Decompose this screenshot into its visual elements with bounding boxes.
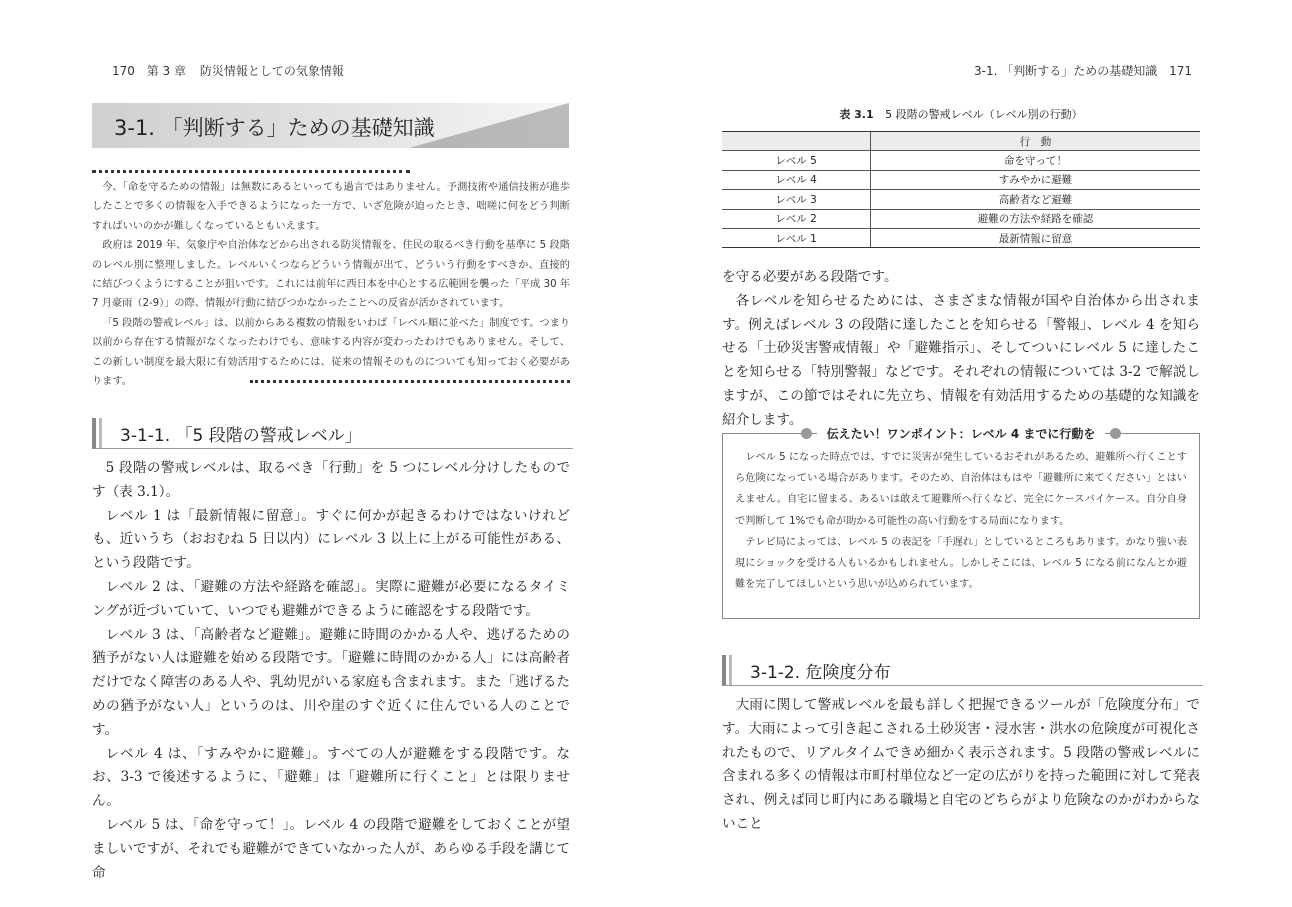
- intro-paragraph: 「5 段階の警戒レベル」は、以前からある複数の情報をいわば「レベル順に並べた」制度です。つまり以前から存在する情報がなくなったわけでも、意味する内容が変わったわけでもありません。そして、この新しい制度を最大限に有効活用するためには、従来の情報そのものについても知っておく必要があります。: [92, 317, 570, 388]
- onepoint-title: 伝えたい！ワンポイント：レベル 4 までに行動を: [817, 427, 1106, 441]
- table-cell-level: レベル 5: [722, 151, 871, 170]
- table-header-cell: 行 動: [871, 132, 1201, 151]
- page-number-right: 171: [1169, 64, 1192, 78]
- body-text-right-2: [722, 694, 1200, 837]
- body-paragraph: レベル 3 は、「高齢者など避難」。避難に時間のかかる人や、逃げるための猶予がない人は避難を始める段階です。「避難に時間のかかる人」には高齢者だけでなく障害のある人や、乳幼児がいる家庭も含まれます。また「逃げるための猶予がない人」というのは、川や崖のすぐ近くに住んでいる人のことです。: [92, 626, 570, 738]
- table-cell-action: すみやかに避難: [871, 170, 1201, 189]
- intro-box: [92, 178, 570, 391]
- section-title-banner: [92, 103, 569, 148]
- onepoint-box: [722, 427, 1200, 619]
- running-section-title: 3-1. 「判断する」ための基礎知識: [974, 64, 1158, 78]
- table-cell-level: レベル 3: [722, 190, 871, 209]
- table-cell-level: レベル 2: [722, 209, 871, 228]
- table-caption: [722, 106, 1200, 122]
- table-cell-action: 命を守って！: [871, 151, 1201, 170]
- onepoint-text: [735, 447, 1187, 595]
- table-cell-level: レベル 1: [722, 228, 871, 247]
- body-paragraph: 大雨に関して警戒レベルを最も詳しく把握できるツールが「危険度分布」です。大雨によって引き起こされる土砂災害・浸水害・洪水の危険度が可視化されたもので、リアルタイムできめ細かく表示されます。5 段階の警戒レベルに含まれる多くの情報は市町村単位など一定の広がりを持った範囲に対して発表され、例えば同じ町内にある職場と自宅のどちらがより危険なのかがわからないこと: [722, 697, 1200, 832]
- table-cell-level: レベル 4: [722, 170, 871, 189]
- warning-levels-table: [722, 131, 1200, 248]
- onepoint-paragraph: レベル 5 になった時点では、すでに災害が発生しているおそれがあるため、避難所へ行くことすら危険になっている場合があります。そのため、自治体はもはや「避難所に来てください」とはいえません。自宅に留まる、あるいは敢えて避難所へ行くなど、完全にケースバイケース。自分自身で判断して 1%でも命が助かる可能性の高い行動をする局面になります。: [735, 452, 1187, 527]
- table-cell-action: 最新情報に留意: [871, 228, 1201, 247]
- body-paragraph: を守る必要がある段階です。: [722, 269, 898, 285]
- chapter-title: 防災情報としての気象情報: [199, 64, 344, 78]
- table-caption-text: 5 段階の警戒レベル（レベル別の行動）: [885, 108, 1083, 121]
- bullet-dot-icon: [801, 428, 812, 439]
- table-header-row: [722, 132, 1200, 151]
- section-title: 3-1. 「判断する」ための基礎知識: [114, 116, 435, 140]
- intro-paragraph: 今、「命を守るための情報」は無数にあるといっても過言ではありません。予測技術や通信技術が進歩したことで多くの情報を入手できるようになった一方で、いざ危険が迫ったとき、咄嗟に何をどう判断すればいいのかが難しくなっているともいえます。: [92, 182, 570, 232]
- chapter-number: 第 3 章: [146, 64, 186, 78]
- onepoint-paragraph: テレビ局によっては、レベル 5 の表記を「手遅れ」としているところもあります。かなり強い表現にショックを受ける人もいるかもしれません。しかしそこには、レベル 5 になる前になんとか避難を完了してほしいという思いが込められています。: [735, 536, 1187, 591]
- bullet-dot-icon: [1110, 428, 1121, 439]
- subsection-heading: [92, 418, 573, 449]
- body-paragraph: レベル 4 は、「すみやかに避難」。すべての人が避難をする段階です。なお、3-3 で後述するように、「避難」は「避難所に行くこと」とは限りません。: [92, 745, 570, 810]
- subsection-title: 3-1-1. 「5 段階の警戒レベル」: [120, 426, 362, 446]
- table-row: [722, 170, 1200, 189]
- table-row: [722, 228, 1200, 247]
- body-text-left: [92, 457, 570, 885]
- dotted-divider-bottom: [250, 380, 570, 383]
- table-cell-action: 避難の方法や経路を確認: [871, 209, 1201, 228]
- intro-paragraph: 政府は 2019 年、気象庁や自治体などから出される防災情報を、住民の取るべき行動を基準に 5 段階のレベル別に整理しました。レベルいくつならどういう情報が出て、どういう行動をすべきか、直接的に結びつくようにすることが狙いです。これには前年に西日本を中心とする広範囲を襲った「平成 30 年 7 月豪雨（2-9）」の際、情報が行動に結びつかなかったことへの反省が活かされています。: [92, 240, 570, 310]
- onepoint-title-row: [723, 425, 1199, 442]
- table-row: [722, 151, 1200, 170]
- table-row: [722, 190, 1200, 209]
- subsection-title-2: 3-1-2. 危険度分布: [750, 663, 891, 683]
- running-head-right: [974, 62, 1200, 79]
- body-paragraph: 5 段階の警戒レベルは、取るべき「行動」を 5 つにレベル分けしたものです（表 3.1）。: [92, 460, 570, 500]
- body-paragraph: 各レベルを知らせるためには、さまざまな情報が国や自治体から出されます。例えばレベル 3 の段階に達したことを知らせる「警報」、レベル 4 を知らせる「土砂災害警戒情報」や「避難指示」、そしてついにレベル 5 に達したことを知らせる「特別警報」などです。それぞれの情報については 3-2 で解説しますが、この節ではそれに先立ち、情報を有効活用するための基礎的な知識を紹介します。: [722, 292, 1200, 428]
- body-paragraph: レベル 5 は、「命を守って！」。レベル 4 の段階で避難をしておくことが望ましいですが、それでも避難ができていなかった人が、あらゆる手段を講じて命: [92, 816, 570, 881]
- body-text-right: [722, 266, 1200, 433]
- table-header-cell: [722, 132, 871, 151]
- body-paragraph: レベル 1 は「最新情報に留意」。すぐに何かが起きるわけではないけれども、近いうち（おおむね 5 日以内）にレベル 3 以上に上がる可能性がある、という段階です。: [92, 507, 570, 572]
- page-number-left: 170: [112, 64, 135, 78]
- table-row: [722, 209, 1200, 228]
- subsection-heading-2: [722, 655, 1203, 686]
- table-caption-label: 表 3.1: [839, 108, 874, 121]
- table-cell-action: 高齢者など避難: [871, 190, 1201, 209]
- body-paragraph: レベル 2 は、「避難の方法や経路を確認」。実際に避難が必要になるタイミングが近づいていて、いつでも避難ができるように確認をする段階です。: [92, 578, 570, 619]
- dotted-divider-top: [92, 170, 410, 173]
- running-head-left: [104, 62, 344, 79]
